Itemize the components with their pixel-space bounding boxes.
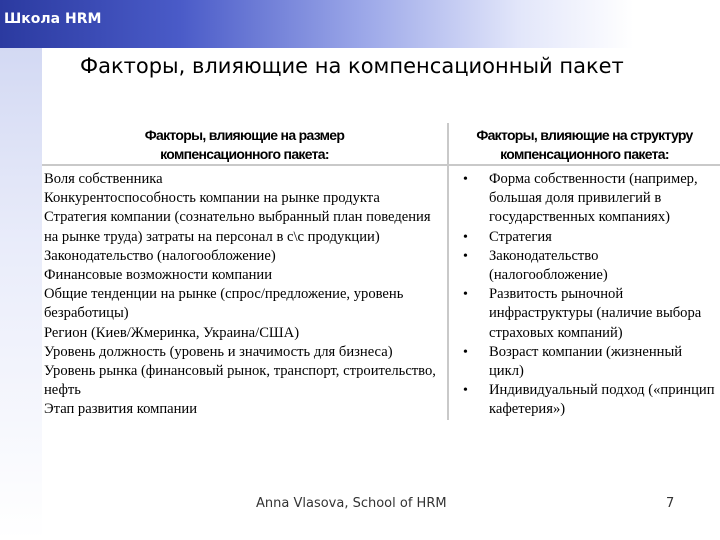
right-header-line-2: компенсационного пакета:	[500, 146, 669, 162]
left-column-header	[42, 123, 448, 165]
right-column-body	[448, 165, 720, 420]
footer-author: Anna Vlasova, School of HRM	[256, 496, 447, 511]
slide-title: Факторы, влияющие на компенсационный пакет	[80, 54, 624, 78]
list-item-text: Форма собственности (например, большая доля привилегий в государственных компаниях)	[489, 171, 698, 226]
sidebar-gradient	[0, 48, 42, 540]
list-item: Стратегия компании (сознательно выбранный план поведения на рынке труда) затраты на персонал в с\с продукции)	[44, 209, 431, 245]
right-column-header	[448, 123, 720, 165]
list-item-text: Развитость рыночной инфраструктуры (наличие выбора страховых компаний)	[489, 286, 702, 341]
list-item: Уровень рынка (финансовый рынок, транспорт, строительство, нефть	[44, 363, 436, 399]
list-item: Финансовые возможности компании	[44, 267, 273, 284]
list-item	[463, 247, 720, 285]
list-item	[463, 170, 720, 228]
brand-logo-text: Школа HRM	[4, 11, 102, 27]
list-item	[463, 381, 720, 419]
bullet-icon: •	[463, 344, 468, 360]
list-item-text: Стратегия	[489, 228, 552, 245]
list-item: Регион (Киев/Жмеринка, Украина/США)	[44, 324, 300, 341]
list-item-text: Индивидуальный подход («принцип кафетерия»)	[489, 382, 715, 418]
list-item-text: Возраст компании (жизненный цикл)	[489, 343, 683, 380]
list-item: Законодательство (налогообложение)	[44, 247, 276, 264]
table-body-row	[42, 165, 720, 420]
left-header-text	[42, 126, 447, 164]
size-factors-list	[42, 166, 447, 420]
list-item-text: Законодательство (налогообложение)	[489, 247, 608, 284]
list-item	[463, 343, 720, 381]
left-header-line-1: Факторы, влияющие на размер	[144, 127, 345, 143]
list-item: Этап развития компании	[44, 401, 198, 418]
list-item	[463, 228, 720, 247]
right-header-line-1: Факторы, влияющие на структуру	[476, 127, 693, 143]
list-item: Конкурентоспособность компании на рынке продукта	[44, 190, 380, 207]
structure-factors-list	[449, 166, 720, 420]
table-header-row	[42, 123, 720, 165]
right-header-text	[449, 126, 720, 164]
list-item	[463, 285, 720, 343]
factors-table	[42, 123, 720, 420]
bullet-icon: •	[463, 287, 468, 303]
page-number: 7	[666, 496, 675, 511]
top-banner	[0, 0, 720, 48]
list-item: Уровень должность (уровень и значимость для бизнеса)	[44, 343, 393, 360]
list-item: Воля собственника	[44, 171, 163, 187]
list-item: Общие тенденции на рынке (спрос/предложение, уровень безработицы)	[44, 286, 404, 322]
bullet-icon: •	[463, 383, 468, 399]
bullet-icon: •	[463, 229, 468, 245]
left-header-line-2: компенсационного пакета:	[160, 146, 329, 162]
bullet-icon: •	[463, 248, 468, 264]
bullet-icon: •	[463, 172, 468, 187]
left-column-body	[42, 165, 448, 420]
